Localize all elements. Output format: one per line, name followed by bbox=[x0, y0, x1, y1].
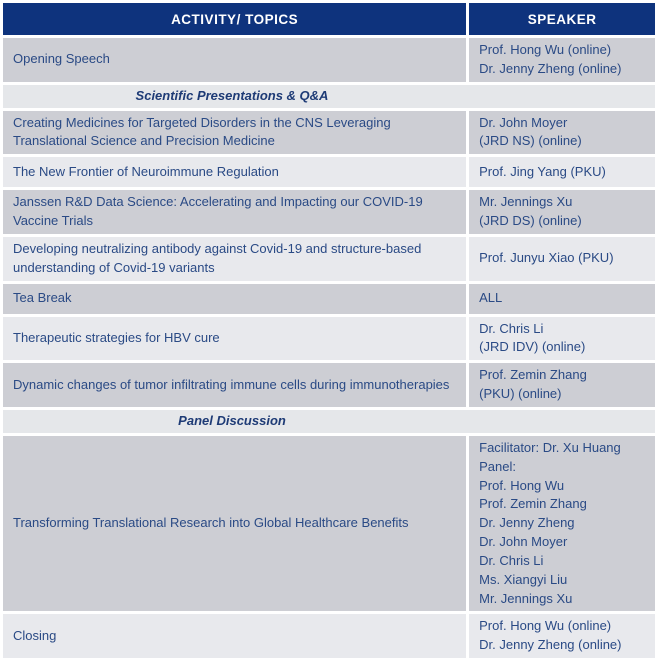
speaker-cell bbox=[469, 237, 655, 281]
speaker-line: Prof. Zemin Zhang bbox=[479, 367, 587, 383]
speaker-cell bbox=[469, 38, 655, 82]
speaker-line: Prof. Hong Wu (online) bbox=[479, 618, 612, 634]
speaker-line: Dr. Jenny Zheng bbox=[479, 515, 575, 531]
speaker-line: Dr. Chris Li bbox=[479, 552, 544, 568]
speaker-line: Panel: bbox=[479, 458, 517, 474]
activity-cell: Therapeutic strategies for HBV cure bbox=[3, 317, 466, 361]
speaker-line: Prof. Junyu Xiao (PKU) bbox=[479, 250, 614, 266]
activity-cell: Opening Speech bbox=[3, 38, 466, 82]
speaker-cell bbox=[469, 190, 655, 234]
activity-cell: Closing bbox=[3, 614, 466, 658]
speaker-line: Mr. Jennings Xu bbox=[479, 590, 573, 606]
activity-cell: Creating Medicines for Targeted Disorders in the CNS Leveraging Translational Science and Precision Medicine bbox=[3, 111, 466, 155]
table-row bbox=[3, 614, 655, 658]
activity-cell: Developing neutralizing antibody against Covid-19 and structure-based understanding of Covid-19 variants bbox=[3, 237, 466, 281]
table-row bbox=[3, 38, 655, 82]
speaker-line: Dr. John Moyer bbox=[479, 534, 568, 550]
speaker-line: Dr. Jenny Zheng (online) bbox=[479, 637, 622, 653]
speaker-line: Dr. Chris Li bbox=[479, 320, 544, 336]
activity-cell: The New Frontier of Neuroimmune Regulation bbox=[3, 157, 466, 187]
speaker-line: Prof. Hong Wu bbox=[479, 477, 565, 493]
table-row bbox=[3, 363, 655, 407]
section-title: Panel Discussion bbox=[3, 410, 655, 433]
table-row bbox=[3, 190, 655, 234]
speaker-line: Prof. Jing Yang (PKU) bbox=[479, 163, 606, 179]
agenda-table-body bbox=[3, 38, 655, 658]
speaker-line: (JRD NS) (online) bbox=[479, 133, 582, 149]
speaker-line: (JRD IDV) (online) bbox=[479, 339, 586, 355]
speaker-cell bbox=[469, 436, 655, 612]
activity-cell: Dynamic changes of tumor infiltrating immune cells during immunotherapies bbox=[3, 363, 466, 407]
activity-cell: Janssen R&D Data Science: Accelerating and Impacting our COVID-19 Vaccine Trials bbox=[3, 190, 466, 234]
table-row bbox=[3, 237, 655, 281]
speaker-cell bbox=[469, 284, 655, 314]
speaker-cell bbox=[469, 614, 655, 658]
speaker-line: ALL bbox=[479, 290, 503, 306]
header-row bbox=[3, 3, 655, 35]
speaker-line: Prof. Hong Wu (online) bbox=[479, 42, 612, 57]
column-header-activity-topics: ACTIVITY/ TOPICS bbox=[3, 3, 466, 35]
speaker-line: Dr. Jenny Zheng (online) bbox=[479, 60, 622, 76]
section-row bbox=[3, 410, 655, 433]
speaker-line: Mr. Jennings Xu bbox=[479, 194, 573, 210]
table-row bbox=[3, 317, 655, 361]
table-row bbox=[3, 436, 655, 612]
speaker-line: Prof. Zemin Zhang bbox=[479, 496, 587, 512]
activity-cell: Transforming Translational Research into Global Healthcare Benefits bbox=[3, 436, 466, 612]
speaker-line: (JRD DS) (online) bbox=[479, 213, 582, 229]
speaker-line: Ms. Xiangyi Liu bbox=[479, 571, 568, 587]
speaker-cell bbox=[469, 157, 655, 187]
section-title: Scientific Presentations & Q&A bbox=[3, 85, 655, 108]
speaker-cell bbox=[469, 317, 655, 361]
table-row bbox=[3, 157, 655, 187]
section-row bbox=[3, 85, 655, 108]
table-row bbox=[3, 284, 655, 314]
activity-cell: Tea Break bbox=[3, 284, 466, 314]
speaker-line: (PKU) (online) bbox=[479, 386, 562, 402]
speaker-cell bbox=[469, 363, 655, 407]
column-header-speaker: SPEAKER bbox=[469, 3, 655, 35]
agenda-table-header bbox=[3, 3, 655, 35]
speaker-line: Facilitator: Dr. Xu Huang bbox=[479, 439, 621, 455]
speaker-line: Dr. John Moyer bbox=[479, 114, 568, 130]
speaker-cell bbox=[469, 111, 655, 155]
table-row bbox=[3, 111, 655, 155]
